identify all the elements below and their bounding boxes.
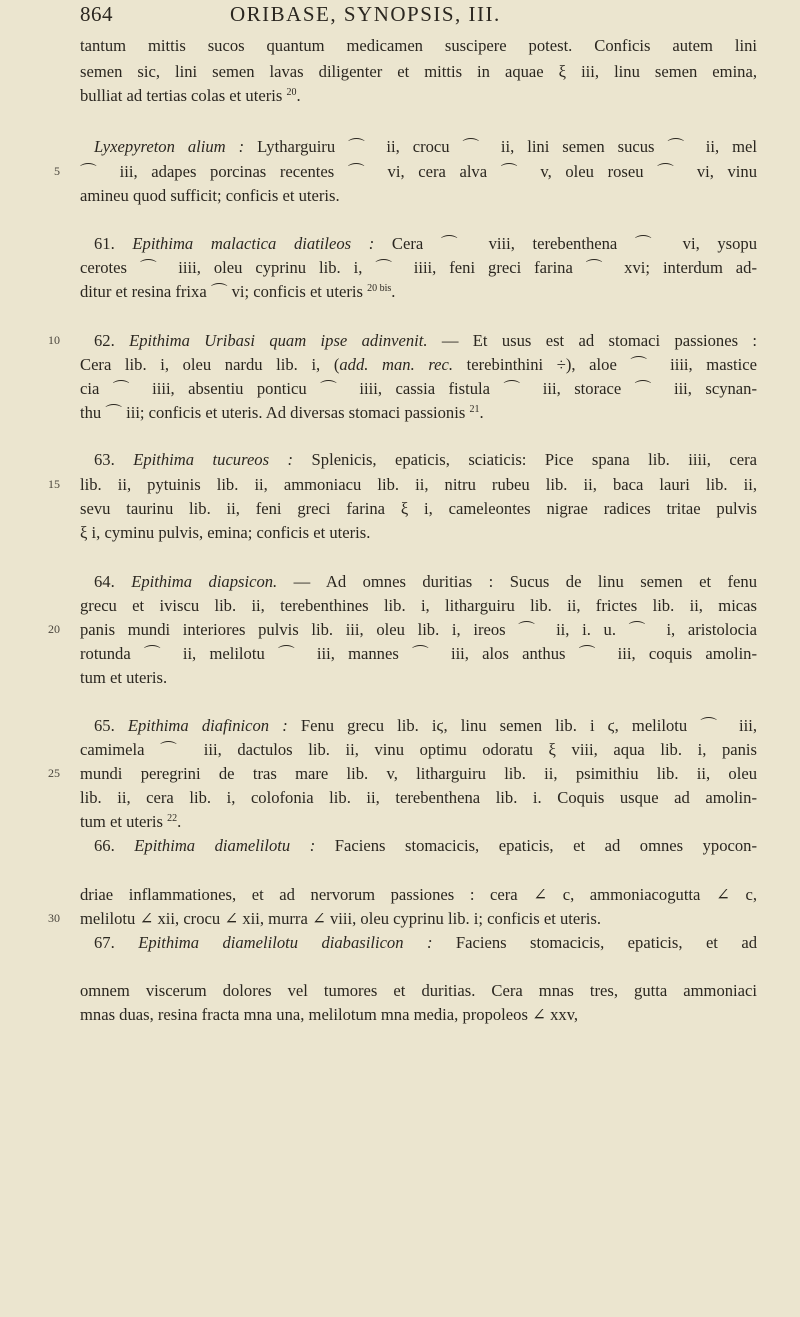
text-segment: camimela ⌒ iii, dactulos lib. ii, vinu optimu odoratu ξ viii, aqua lib. i, panis: [80, 740, 757, 759]
text-segment: Faciens stomacicis, epaticis, et ad omnes ypocon-: [315, 836, 757, 855]
text-line: [80, 739, 757, 761]
text-segment: grecu et iviscu lib. ii, terebenthines lib. i, litharguiru lib. ii, frictes lib. ii, micas: [80, 596, 757, 615]
text-line: [80, 61, 757, 83]
margin-line-number: 15: [48, 477, 60, 491]
text-segment: Lytharguiru ⌒ ii, crocu ⌒ ii, lini semen sucus ⌒ ii, mel: [244, 137, 757, 156]
recipe-title: Epithima diamelilotu :: [134, 836, 316, 855]
text-segment: tum et uteris: [80, 812, 168, 831]
text-segment: — Et usus est ad stomaci passiones :: [427, 331, 758, 350]
text-line: [80, 522, 757, 544]
text-segment: semen sic, lini semen lavas diligenter et mittis in aquae ξ iii, linu semen emina,: [80, 62, 757, 81]
text-segment: 65.: [94, 716, 128, 735]
text-segment: ditur et resina frixa ⌒ vi; conficis et uteris: [80, 282, 368, 301]
footnote-ref: 21: [469, 404, 480, 415]
text-line: [80, 619, 757, 641]
text-segment: Splenicis, epaticis, sciaticis: Pice spana lib. iiii, cera: [293, 450, 757, 469]
text-line: [80, 35, 757, 57]
running-title: ORIBASE, SYNOPSIS, III.: [230, 2, 501, 26]
text-segment: — Ad omnes duritias : Sucus de linu semen et fenu: [277, 572, 758, 591]
text-segment: tantum mittis sucos quantum medicamen suscipere potest. Conficis autem lini: [80, 36, 757, 55]
margin-line-number: 25: [48, 766, 60, 780]
text-line: [80, 643, 757, 665]
text-segment: cia ⌒ iiii, absentiu ponticu ⌒ iiii, cassia fistula ⌒ iii, storace ⌒ iii, scynan-: [80, 379, 757, 398]
footnote-ref: 22: [167, 813, 178, 824]
text-line: [94, 835, 757, 857]
footnote-ref: 20: [286, 87, 297, 98]
text-segment: tum et uteris.: [80, 668, 168, 687]
text-segment: bulliat ad tertias colas et uteris: [80, 86, 287, 105]
text-line: [80, 884, 757, 906]
text-line: [80, 811, 757, 833]
text-segment: lib. ii, cera lib. i, colofonia lib. ii, terebenthena lib. i. Coquis usque ad amolin-: [80, 788, 757, 807]
text-segment: .: [296, 86, 301, 105]
recipe-title: Epithima diafinicon :: [127, 716, 288, 735]
text-segment: 66.: [94, 836, 135, 855]
text-segment: 63.: [94, 450, 134, 469]
text-line: [94, 449, 757, 471]
text-line: [80, 908, 757, 930]
text-segment: 62.: [94, 331, 130, 350]
text-segment: Cera lib. i, oleu nardu lib. i, (: [80, 355, 340, 374]
text-segment: 67.: [94, 933, 139, 952]
recipe-title: Epithima Uribasi quam ipse adinvenit.: [129, 331, 428, 350]
margin-line-number: 10: [48, 333, 60, 347]
text-line: [80, 378, 757, 400]
text-line: [80, 787, 757, 809]
text-line: [94, 571, 757, 593]
text-segment: cerotes ⌒ iiii, oleu cyprinu lib. i, ⌒ iiii, feni greci farina ⌒ xvi; interdum ad-: [80, 258, 757, 277]
text-segment: ⌒ iii, adapes porcinas recentes ⌒ vi, cera alva ⌒ v, oleu roseu ⌒ vi, vinu: [80, 162, 757, 181]
margin-line-number: 20: [48, 622, 60, 636]
text-line: [94, 932, 757, 954]
recipe-title: add. man. rec.: [339, 355, 454, 374]
text-segment: amineu quod sufficit; conficis et uteris.: [80, 186, 340, 205]
text-line: [80, 498, 757, 520]
text-segment: mundi peregrini de tras mare lib. v, litharguiru lib. ii, psimithiu lib. ii, oleu: [80, 764, 757, 783]
text-segment: mnas duas, resina fracta mna una, melilotum mna media, propoleos ∠ xxv,: [80, 1005, 579, 1024]
text-line: [80, 85, 757, 107]
text-segment: 64.: [94, 572, 132, 591]
text-line: [80, 595, 757, 617]
recipe-title: Epithima tucureos :: [133, 450, 294, 469]
text-segment: Fenu grecu lib. iϛ, linu semen lib. i ϛ, melilotu ⌒ iii,: [287, 716, 757, 735]
text-segment: Cera ⌒ viii, terebenthena ⌒ vi, ysopu: [374, 234, 758, 253]
recipe-title: Epithima malactica diatileos :: [132, 234, 375, 253]
recipe-title: Lyxepyreton alium :: [94, 137, 245, 156]
text-line: [80, 257, 757, 279]
recipe-title: Epithima diamelilotu diabasilicon :: [138, 933, 433, 952]
text-segment: rotunda ⌒ ii, melilotu ⌒ iii, mannes ⌒ iii, alos anthus ⌒ iii, coquis amolin-: [80, 644, 757, 663]
text-segment: melilotu ∠ xii, crocu ∠ xii, murra ∠ viii, oleu cyprinu lib. i; conficis et uteris.: [80, 909, 601, 928]
text-segment: ξ i, cyminu pulvis, emina; conficis et uteris.: [80, 523, 371, 542]
text-line: [80, 980, 757, 1002]
text-segment: sevu taurinu lib. ii, feni greci farina ξ i, cameleontes nigrae radices tritae pulvis: [80, 499, 757, 518]
text-segment: .: [479, 403, 484, 422]
text-line: [80, 354, 757, 376]
text-segment: terebinthini ÷), aloe ⌒ iiii, mastice: [453, 355, 757, 374]
page-number: 864: [80, 2, 113, 26]
text-line: [94, 330, 757, 352]
text-segment: driae inflammationes, et ad nervorum passiones : cera ∠ c, ammoniacogutta ∠ c,: [80, 885, 757, 904]
text-line: [80, 474, 757, 496]
text-segment: .: [177, 812, 182, 831]
text-segment: .: [391, 282, 396, 301]
text-line: [94, 715, 757, 737]
text-line: [94, 233, 757, 255]
text-segment: 61.: [94, 234, 133, 253]
recipe-title: Epithima diapsicon.: [131, 572, 278, 591]
text-segment: panis mundi interiores pulvis lib. iii, oleu lib. i, ireos ⌒ ii, i. u. ⌒ i, aristolocia: [80, 620, 757, 639]
text-line: [80, 402, 757, 424]
text-line: [80, 161, 757, 183]
text-segment: lib. ii, pytuinis lib. ii, ammoniacu lib. ii, nitru rubeu lib. ii, baca lauri lib. ii,: [80, 475, 757, 494]
text-segment: Faciens stomacicis, epaticis, et ad: [432, 933, 758, 952]
text-segment: omnem viscerum dolores vel tumores et duritias. Cera mnas tres, gutta ammoniaci: [80, 981, 757, 1000]
text-line: [80, 185, 757, 207]
margin-line-number: 30: [48, 911, 60, 925]
text-line: [80, 281, 757, 303]
footnote-ref: 20 bis: [367, 283, 392, 294]
margin-line-number: 5: [54, 164, 60, 178]
text-line: [80, 1004, 757, 1026]
text-line: [94, 136, 757, 158]
text-line: [80, 763, 757, 785]
text-line: [80, 667, 757, 689]
text-segment: thu ⌒ iii; conficis et uteris. Ad diversas stomaci passionis: [80, 403, 470, 422]
